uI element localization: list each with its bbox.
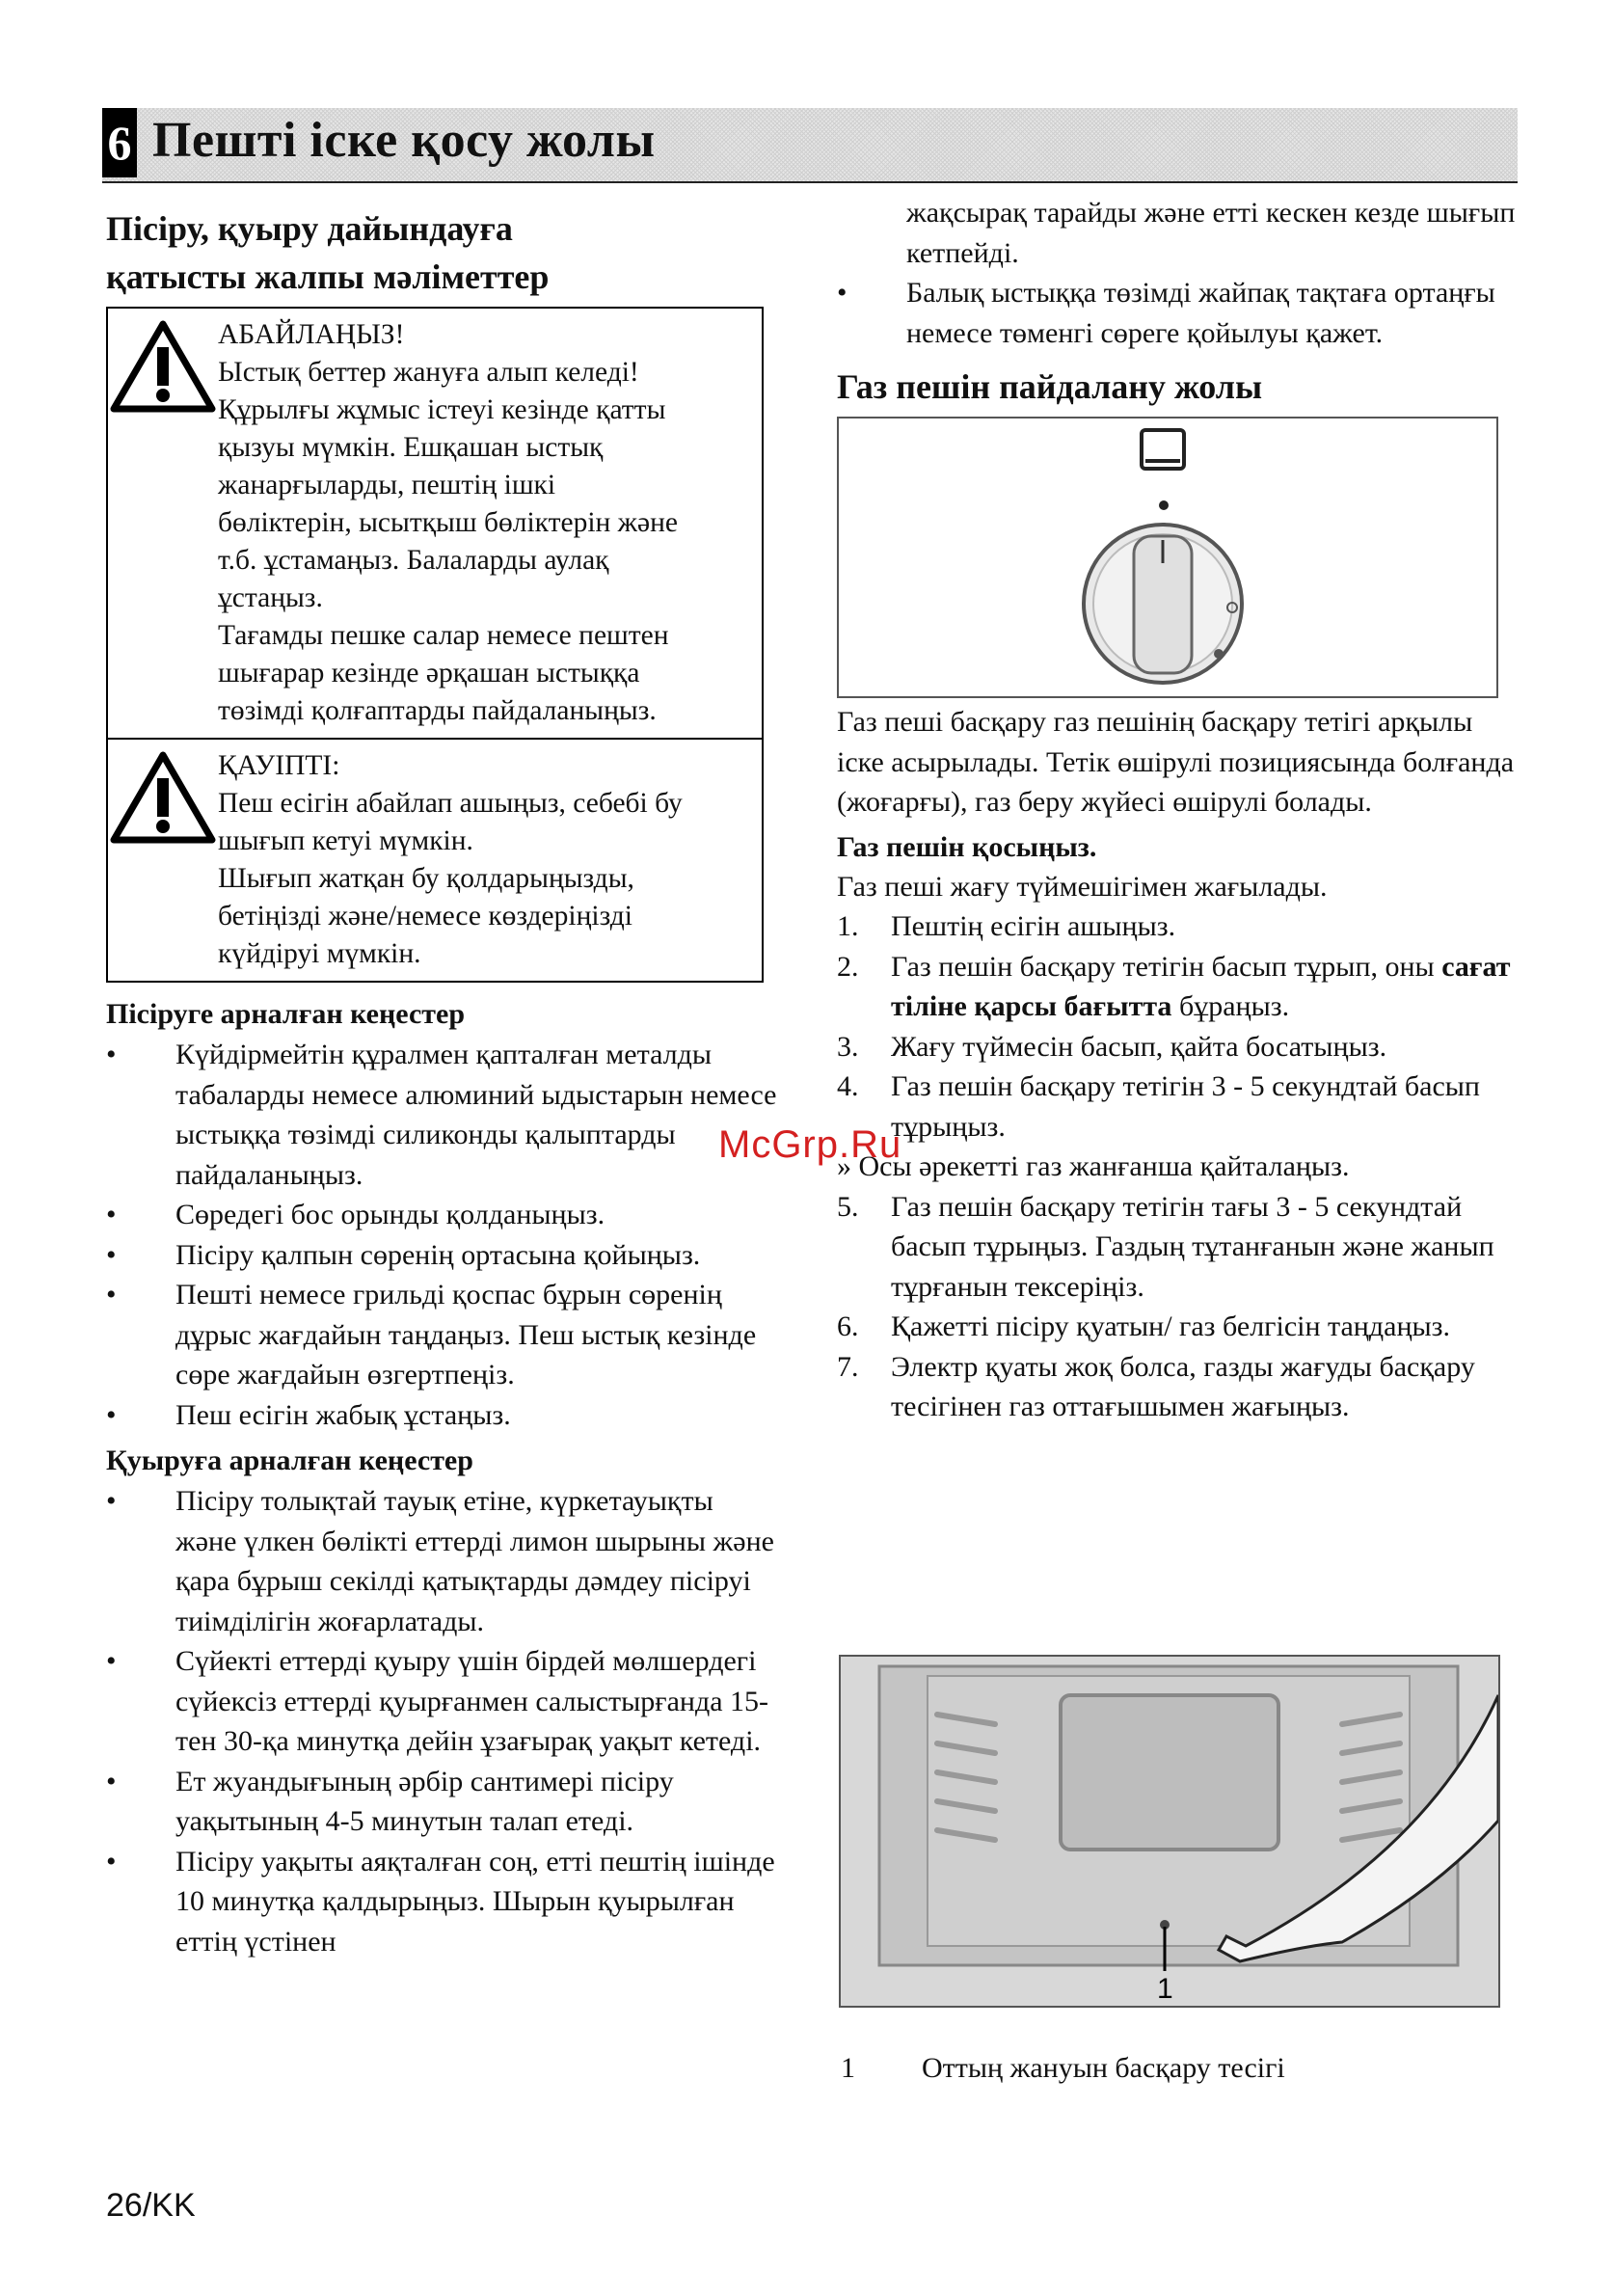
chapter-number: 6 bbox=[102, 108, 137, 177]
roasting-tips-list bbox=[106, 1481, 781, 1961]
warning-line: Құрылғы жұмыс істеуі кезінде қатты bbox=[218, 394, 666, 425]
baking-tips-list bbox=[106, 1035, 781, 1435]
list-item: • Пісіру қалпын сөренің ортасына қойыңыз. bbox=[106, 1235, 781, 1276]
list-item: • Сөредегі бос орынды қолданыңыз. bbox=[106, 1195, 781, 1235]
list-item: • Ет жуандығының әрбір сантимері пісіру уақытының 4-5 минутын талап етеді. bbox=[106, 1762, 781, 1842]
ignite-steps-list-continued bbox=[837, 1187, 1518, 1427]
warning-triangle-icon bbox=[110, 320, 216, 413]
page-number: 26/KK bbox=[106, 2187, 196, 2224]
danger-line: Шығып жатқан бу қолдарыңызды, bbox=[218, 863, 634, 894]
step-item: 7. Электр қуаты жоқ болса, газды жағуды басқару тесігінен газ оттағышымен жағыңыз. bbox=[837, 1350, 1475, 1422]
gas-intro-text: Газ пеші басқару газ пешінің басқару тетігі арқылы іске асырылады. Тетік өшірулі позициясында болғанда (жоғарғы), газ беру жүйесі өшірулі болады. bbox=[837, 706, 1515, 818]
gas-knob-diagram bbox=[839, 419, 1496, 696]
list-item: • Пешті немесе грильді қоспас бұрын сөренің дұрыс жағдайын таңдаңыз. Пеш ыстық кезінде сөре жағдайын өзгертпеңіз. bbox=[106, 1275, 781, 1395]
step-item: 5. Газ пешін басқару тетігін тағы 3 - 5 секундтай басып тұрыңыз. Газдың тұтанғанын және жанып тұрғанын тексеріңіз. bbox=[837, 1190, 1494, 1303]
danger-line: бетіңізді және/немесе көздеріңізді bbox=[218, 901, 632, 932]
danger-title: ҚАУІПТІ: bbox=[218, 750, 340, 781]
general-heading-line2: қатысты жалпы мәліметтер bbox=[106, 257, 550, 296]
danger-line: шығып кетуі мүмкін. bbox=[218, 825, 473, 856]
warning-line: бөліктерін, ысытқыш бөліктерін және bbox=[218, 507, 679, 538]
warning-line: төзімді қолғаптарды пайдаланыңыз. bbox=[218, 695, 657, 726]
roasting-tips-heading: Қуыруға арналған кеңестер bbox=[106, 1445, 473, 1476]
oven-interior-figure bbox=[839, 1655, 1500, 2008]
repeat-note: » Осы әрекетті газ жанғанша қайталаңыз. bbox=[837, 1150, 1350, 1182]
general-heading-line1: Пісіру, қуыру дайындауға bbox=[106, 209, 513, 248]
warning-line: Тағамды пешке салар немесе пештен bbox=[218, 620, 669, 651]
list-item: • Пісіру толықтай тауық етіне, күркетауықты және үлкен бөлікті еттерді лимон шырыны және қара бұрыш секілді қатықтарды дәмдеу пісіруі тиімділігін жоғарлатады. bbox=[106, 1481, 781, 1641]
gas-knob-figure bbox=[837, 417, 1498, 698]
danger-triangle-icon bbox=[110, 751, 216, 844]
continued-tips-list bbox=[837, 193, 1518, 353]
right-column bbox=[837, 193, 1518, 1427]
baking-tips-heading: Пісіруге арналған кеңестер bbox=[106, 998, 465, 1030]
step-item: 6. Қажетті пісіру қуатын/ газ белгісін таңдаңыз. bbox=[837, 1310, 1451, 1342]
list-item: • Пісіру уақыты аяқталған соң, етті пештің ішінде 10 минутқа қалдырыңыз. Шырын қуырылған еттің үстінен bbox=[106, 1842, 781, 1962]
warning-line: ұстаңыз. bbox=[218, 582, 323, 613]
warning-line: қызуы мүмкін. Ешқашан ыстық bbox=[218, 432, 604, 463]
caption-number: 1 bbox=[841, 2052, 855, 2084]
step-item: 1. Пештің есігін ашыңыз. bbox=[837, 910, 1176, 942]
warning-line: Ыстық беттер жануға алып келеді! bbox=[218, 357, 639, 388]
warning-title: АБАЙЛАҢЫЗ! bbox=[218, 319, 405, 350]
continued-text: жақсырақ тарайды және етті кескен кезде шығып кетпейді. bbox=[906, 197, 1516, 269]
warning-line: жанарғыларды, пештің ішкі bbox=[218, 470, 556, 500]
figure-callout: 1 bbox=[1157, 1973, 1173, 2005]
watermark: McGrp.Ru bbox=[718, 1123, 902, 1166]
warning-line: шығарар кезінде әрқашан ыстыққа bbox=[218, 658, 640, 689]
step-item: 3. Жағу түймесін басып, қайта босатыңыз. bbox=[837, 1030, 1387, 1063]
left-column bbox=[106, 204, 781, 1961]
danger-line: Пеш есігін абайлап ашыңыз, себебі бу bbox=[218, 788, 683, 819]
caption-text: Оттың жануын басқару тесігі bbox=[922, 2052, 1285, 2084]
rear-panel bbox=[1061, 1695, 1278, 1850]
figure-caption bbox=[841, 2052, 1285, 2085]
ignite-heading: Газ пешін қосыңыз. bbox=[837, 830, 1097, 863]
warning-line: т.б. ұстамаңыз. Балаларды аулақ bbox=[218, 545, 609, 576]
chapter-title: Пешті іске қосу жолы bbox=[152, 113, 656, 168]
danger-line: күйдіруі мүмкін. bbox=[218, 938, 421, 969]
danger-box bbox=[106, 740, 764, 983]
list-item: • Пеш есігін жабық ұстаңыз. bbox=[106, 1395, 781, 1436]
list-item: • Сүйекті еттерді қуыру үшін бірдей мөлшердегі сүйексіз еттерді қуырғанмен салыстырғанда 15-тен 30-қа минутқа дейін ұзағырақ уақыт кетеді. bbox=[106, 1641, 781, 1762]
gas-oven-heading: Газ пешін пайдалану жолы bbox=[837, 367, 1263, 406]
warning-box bbox=[106, 307, 764, 740]
position-dot bbox=[1159, 500, 1169, 510]
list-item: • Күйдірмейтін құралмен қапталған металды табаларды немесе алюминий ыдыстарын немесе ыстыққа төзімді силиконды қалыптарды пайдаланыңыз. bbox=[106, 1035, 781, 1195]
step-item: 2. Газ пешін басқару тетігін басып тұрып, оны сағат тіліне қарсы бағытта бұраңыз. bbox=[837, 950, 1511, 1022]
oven-interior-illustration bbox=[841, 1657, 1498, 2006]
warnings-group bbox=[106, 307, 764, 983]
ignite-steps-list bbox=[837, 906, 1518, 1147]
list-item: • Балық ыстыққа төзімді жайпақ тақтаға ортаңғы немесе төменгі сөреге қойылуы қажет. bbox=[837, 273, 1518, 353]
ignite-intro: Газ пеші жағу түймешігімен жағылады. bbox=[837, 870, 1328, 903]
step-item: 4. Газ пешін басқару тетігін 3 - 5 секундтай басып тұрыңыз. bbox=[837, 1070, 1480, 1143]
